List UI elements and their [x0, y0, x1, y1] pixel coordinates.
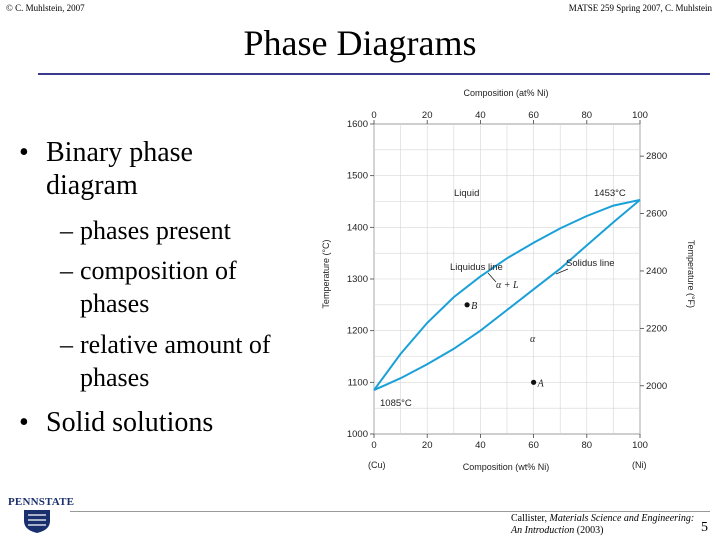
left-tick-label: 1100 — [347, 377, 368, 389]
liquidus-line-label: Liquidus line — [450, 262, 503, 273]
left-axis-label: Temperature (°C) — [321, 239, 331, 309]
left-tick-label: 1500 — [346, 170, 368, 182]
point-label-a: A — [537, 378, 544, 390]
left-tick-label: 1400 — [346, 222, 368, 234]
ni-end-label: (Ni) — [632, 460, 647, 470]
bottom-tick-label: 40 — [475, 440, 486, 451]
bullet-mark: • — [19, 137, 29, 168]
composition-points — [465, 301, 545, 390]
shield-icon — [22, 508, 52, 534]
top-tick-label: 0 — [371, 110, 377, 121]
solidus-line-label: Solidus line — [566, 258, 615, 269]
right-tick-label: 2000 — [646, 380, 668, 392]
cu-ni-phase-diagram — [316, 84, 700, 476]
top-axis-label: Composition (at% Ni) — [463, 88, 549, 98]
cu-end-label: (Cu) — [368, 460, 386, 470]
liquidus-leader-line — [488, 273, 496, 282]
sub-bullet-composition — [60, 254, 237, 320]
region-label-liquid: Liquid — [454, 188, 480, 199]
bottom-tick-label: 100 — [632, 440, 648, 451]
sub-bullet-text-line1: relative amount of — [80, 330, 271, 359]
sub-bullet-mark: – — [60, 216, 73, 245]
right-tick-label: 2400 — [646, 265, 668, 277]
left-tick-label: 1300 — [346, 274, 368, 285]
top-tick-label: 60 — [528, 110, 539, 121]
sub-bullet-text-line1: composition of — [80, 256, 237, 285]
point-b — [465, 302, 470, 307]
right-axis-label: Temperature (°F) — [686, 239, 696, 309]
sub-bullet-text-line2: phases — [80, 289, 150, 318]
header-copyright: © C. Muhlstein, 2007 — [6, 3, 85, 13]
bottom-tick-label: 20 — [421, 440, 433, 451]
bottom-tick-label: 60 — [528, 440, 539, 451]
top-tick-label: 80 — [581, 110, 593, 121]
left-tick-label: 1600 — [346, 119, 368, 130]
right-tick-label: 2200 — [646, 323, 668, 335]
top-tick-label: 100 — [632, 110, 648, 121]
citation-title-2: An Introduction — [511, 525, 575, 536]
point-a — [531, 380, 536, 385]
citation — [511, 513, 694, 537]
citation-year: (2003) — [574, 525, 604, 536]
cu-melting-point-label: 1085°C — [380, 398, 412, 409]
header-course: MATSE 259 Spring 2007, C. Muhlstein — [568, 3, 712, 13]
citation-title-1: Materials Science and Engineering: — [549, 513, 695, 524]
region-label-alpha-plus-liquid: α + L — [496, 280, 519, 291]
sub-bullet-mark: – — [60, 256, 73, 285]
citation-author: Callister, — [511, 513, 550, 524]
page-number: 5 — [701, 520, 708, 535]
sub-bullet-phases-present — [60, 214, 231, 247]
bullet-text-line2: diagram — [46, 170, 138, 201]
bottom-tick-label: 80 — [581, 440, 593, 451]
left-tick-label: 1000 — [346, 429, 368, 440]
sub-bullet-mark: – — [60, 330, 73, 359]
left-tick-label: 1200 — [346, 325, 368, 337]
top-tick-label: 20 — [421, 110, 433, 121]
region-label-alpha: α — [530, 334, 536, 345]
bullet-mark: • — [19, 407, 29, 438]
slide-title: Phase Diagrams — [243, 23, 477, 63]
bottom-tick-label: 0 — [371, 440, 377, 451]
sub-bullet-relative-amount — [60, 328, 271, 394]
sub-bullet-text: phases present — [80, 216, 231, 245]
bullet-text: Solid solutions — [46, 407, 214, 438]
top-tick-label: 40 — [475, 110, 486, 121]
bullet-solid-solutions — [19, 406, 214, 439]
point-label-b: B — [471, 300, 478, 312]
grid — [374, 124, 640, 434]
bottom-axis-label: Composition (wt% Ni) — [462, 462, 550, 472]
right-tick-label: 2800 — [646, 151, 668, 163]
footer-divider — [70, 511, 710, 512]
title-divider — [38, 73, 710, 75]
ni-melting-point-label: 1453°C — [594, 188, 626, 199]
bullet-text-line1: Binary phase — [46, 137, 193, 168]
pennstate-logo — [8, 496, 75, 539]
sub-bullet-text-line2: phases — [80, 363, 150, 392]
logo-wordmark: PENNSTATE — [8, 496, 75, 508]
bullet-binary-phase-diagram — [19, 136, 193, 202]
right-tick-label: 2600 — [646, 208, 668, 220]
